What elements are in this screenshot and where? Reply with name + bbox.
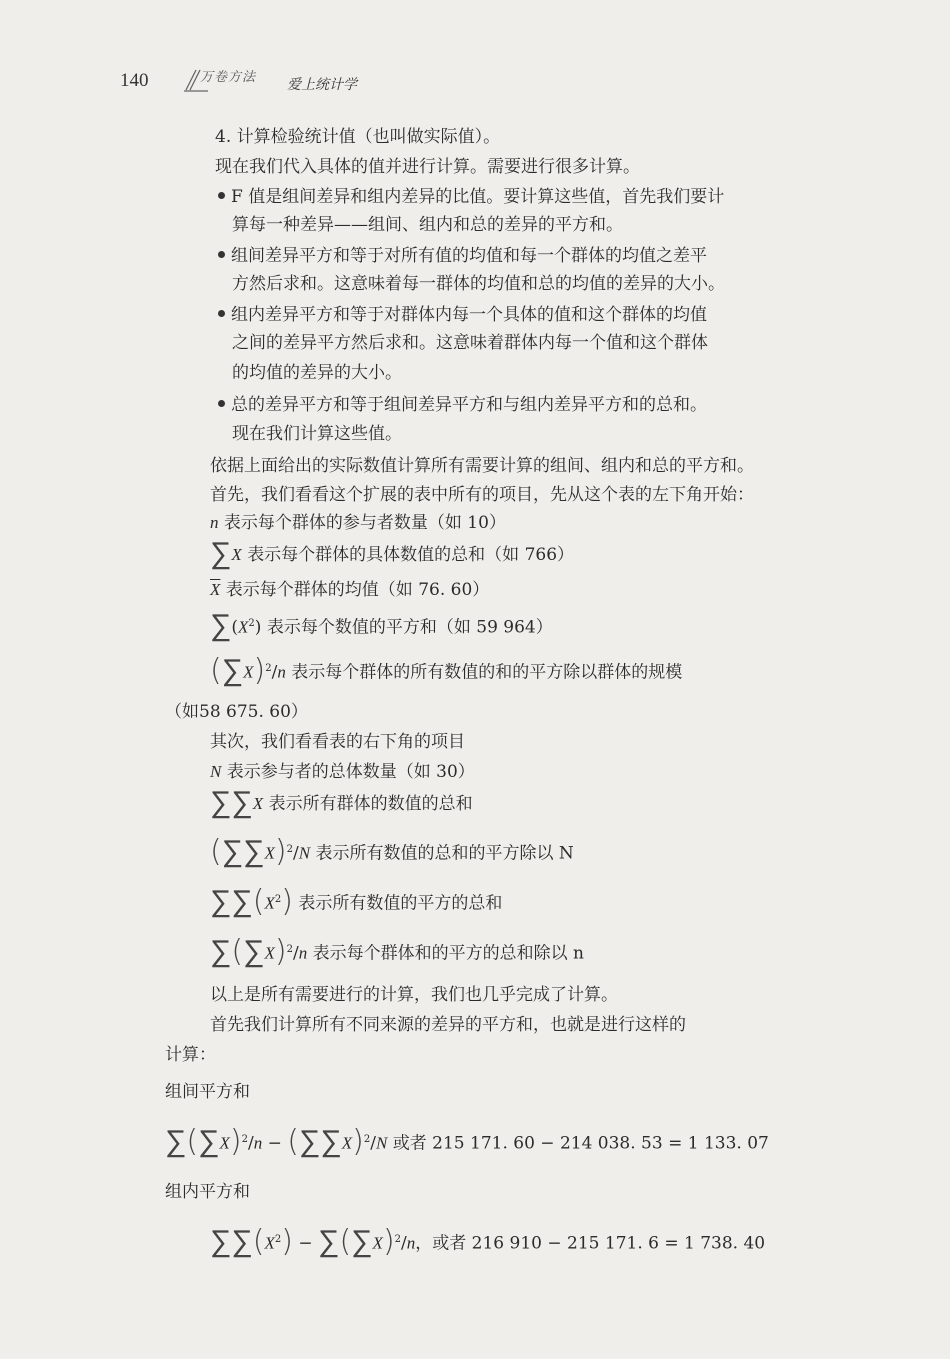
definition-mean: $\overline{X}$ 表示每个群体的均值（如 76. 60） (210, 580, 490, 600)
paragraph-line: 其次，我们看看表的右下角的项目 (210, 732, 465, 752)
bullet-continuation: 现在我们计算这些值。 (232, 424, 402, 444)
intro-text: 现在我们代入具体的值并进行计算。需要进行很多计算。 (215, 157, 640, 177)
paragraph-line: 首先我们计算所有不同来源的差异的平方和，也就是进行这样的 (210, 1015, 686, 1035)
page-number: 140 (120, 70, 149, 91)
bullet-icon (218, 400, 225, 407)
logo-text: 万卷方法 (200, 70, 257, 85)
paragraph-line: 首先，我们看看这个扩展的表中所有的项目，先从这个表的左下角开始： (210, 485, 754, 505)
definition-N: N 表示参与者的总体数量（如 30） (210, 762, 475, 782)
definition-sum-x-squared: $\sum(X^2)$ 表示每个数值的平方和（如 59 964） (210, 608, 553, 644)
bullet-icon (218, 192, 225, 199)
bullet-item: F 值是组间差异和组内差异的比值。要计算这些值，首先我们要计 (218, 185, 724, 209)
definition-n: n 表示每个群体的参与者数量（如 10） (210, 513, 506, 533)
bullet-continuation: 方然后求和。这意味着每一群体的均值和总的均值的差异的大小。 (232, 274, 725, 294)
definition-squared-sum: $(\sum X)^2/n$ 表示每个群体的所有数值的和的平方除以群体的规模 (210, 653, 683, 689)
between-label: 组间平方和 (165, 1082, 250, 1102)
bullet-icon (218, 310, 225, 317)
definition-sum-x: ∑X 表示每个群体的具体数值的总和（如 766） (210, 535, 575, 571)
bullet-item: 组内差异平方和等于对群体内每一个具体的值和这个群体的均值 (218, 303, 707, 327)
bullet-item: 总的差异平方和等于组间差异平方和与组内差异平方和的总和。 (218, 393, 707, 417)
between-formula: $\sum(\sum X)^2/n - (\sum\sum X)^2/N$ 或者 215 171. 60 − 214 038. 53 = 1 133. 07 (165, 1124, 769, 1160)
definition-continuation: （如58 675. 60） (165, 702, 308, 722)
paragraph-line: 以上是所有需要进行的计算，我们也几乎完成了计算。 (210, 985, 618, 1005)
bullet-continuation: 的均值的差异的大小。 (232, 363, 402, 383)
definition-double-sum: ∑∑X 表示所有群体的数值的总和 (210, 784, 473, 820)
book-title: 爱上统计学 (287, 77, 357, 93)
step-heading: 4. 计算检验统计值（也叫做实际值）。 (215, 127, 501, 147)
within-label: 组内平方和 (165, 1182, 250, 1202)
bullet-continuation: 之间的差异平方然后求和。这意味着群体内每一个值和这个群体 (232, 333, 708, 353)
within-formula: $\sum\sum(X^2) - \sum(\sum X)^2/n$，或者 216 910 − 215 171. 6 = 1 738. 40 (210, 1224, 766, 1260)
bullet-continuation: 算每一种差异——组间、组内和总的差异的平方和。 (232, 215, 623, 235)
bullet-icon (218, 251, 225, 258)
page-header (120, 68, 840, 98)
publisher-logo (182, 66, 282, 96)
definition-double-sum-squared: $(\sum\sum X)^2/N$ 表示所有数值的总和的平方除以 N (210, 834, 574, 870)
bullet-item: 组间差异平方和等于对所有值的均值和每一个群体的均值之差平 (218, 244, 707, 268)
definition-sum-group-squares: $\sum(\sum X)^2/n$ 表示每个群体和的平方的总和除以 n (210, 934, 584, 970)
paragraph-line: 计算： (165, 1045, 216, 1065)
paragraph-line: 依据上面给出的实际数值计算所有需要计算的组间、组内和总的平方和。 (210, 456, 754, 476)
definition-double-sum-x2: $\sum\sum(X^2)$ 表示所有数值的平方的总和 (210, 884, 503, 920)
